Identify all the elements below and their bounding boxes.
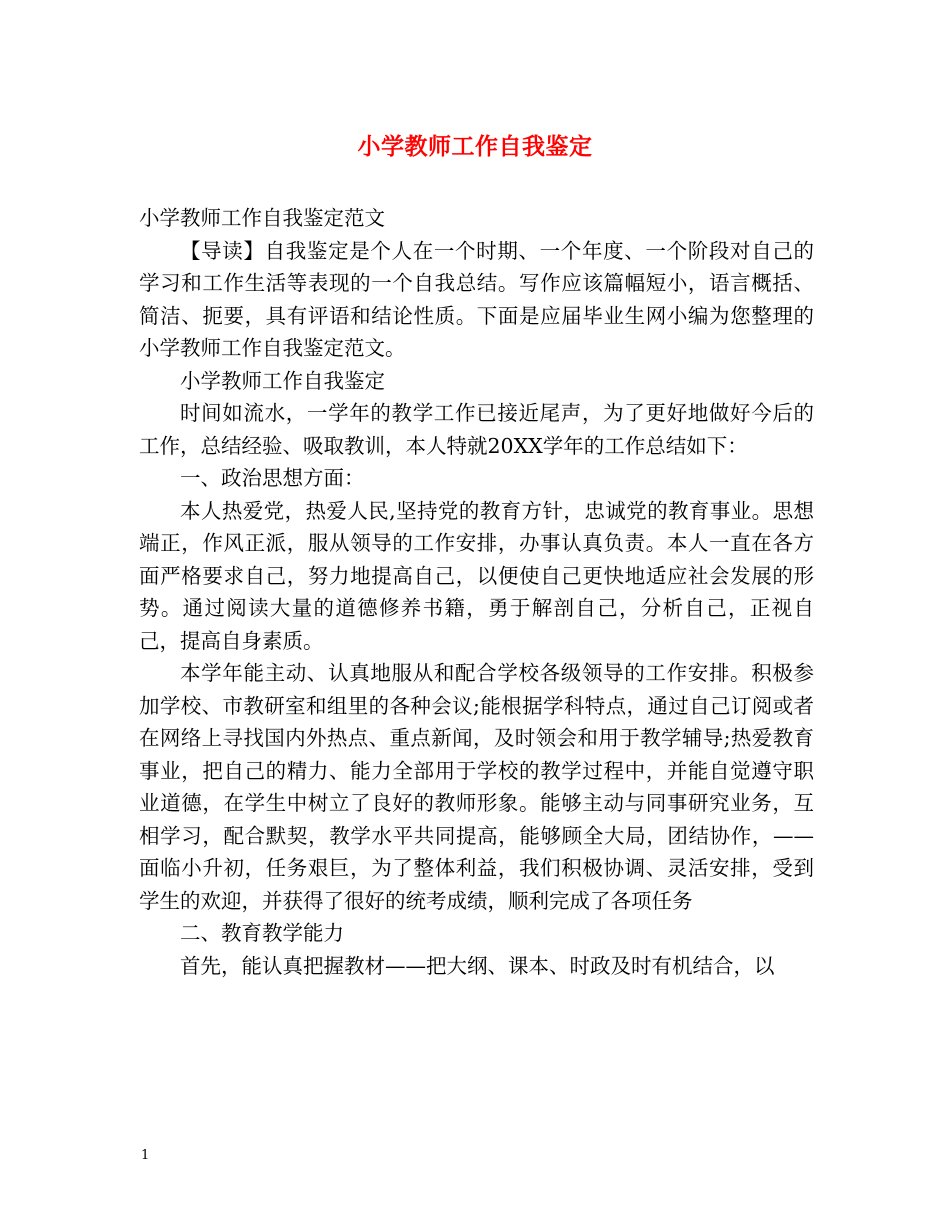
paragraph-teaching: 首先，能认真把握教材——把大纲、课本、时政及时有机结合，以 — [180, 953, 775, 978]
paragraph-politics: 本人热爱党，热爱人民,坚持党的教育方针，忠诚党的教育事业。思想端正，作风正派，服从领导的工作安排，办事认真负责。本人一直在各方面严格要求自己，努力地提高自己，以便使自己更快地适应社会发展的形势。通过阅读大量的道德修养书籍，勇于解剖自己，分析自己，正视自己，提高自身素质。 — [139, 498, 814, 653]
document-body — [139, 202, 814, 982]
section-heading-teaching: 二、教育教学能力 — [180, 921, 344, 945]
paragraph-subtitle: 小学教师工作自我鉴定范文 — [139, 206, 385, 230]
paragraph-cooperation: 本学年能主动、认真地服从和配合学校各级领导的工作安排。积极参加学校、市教研室和组里的各种会议;能根据学科特点，通过自己订阅或者在网络上寻找国内外热点、重点新闻，及时领会和用于教学辅导;热爱教育事业，把自己的精力、能力全部用于学校的教学过程中，并能自觉遵守职业道德，在学生中树立了良好的教师形象。能够主动与同事研究业务，互相学习，配合默契，教学水平共同提高，能够顾全大局，团结协作，——面临小升初，任务艰巨，为了整体利益，我们积极协调、灵活安排，受到学生的欢迎，并获得了很好的统考成绩，顺利完成了各项任务 — [139, 661, 814, 913]
paragraph-heading: 小学教师工作自我鉴定 — [180, 368, 385, 393]
section-heading-politics: 一、政治思想方面： — [180, 466, 365, 490]
paragraph-opening: 时间如流水，一学年的教学工作已接近尾声，为了更好地做好今后的工作，总结经验、吸取教训，本人特就20XX学年的工作总结如下： — [139, 401, 814, 458]
paragraph-intro: 【导读】自我鉴定是个人在一个时期、一个年度、一个阶段对自己的学习和工作生活等表现的一个自我总结。写作应该篇幅短小，语言概括、简洁、扼要，具有评语和结论性质。下面是应届毕业生网小编为您整理的小学教师工作自我鉴定范文。 — [139, 238, 814, 360]
document-title: 小学教师工作自我鉴定 — [357, 133, 593, 160]
page-number: 1 — [141, 1148, 150, 1163]
